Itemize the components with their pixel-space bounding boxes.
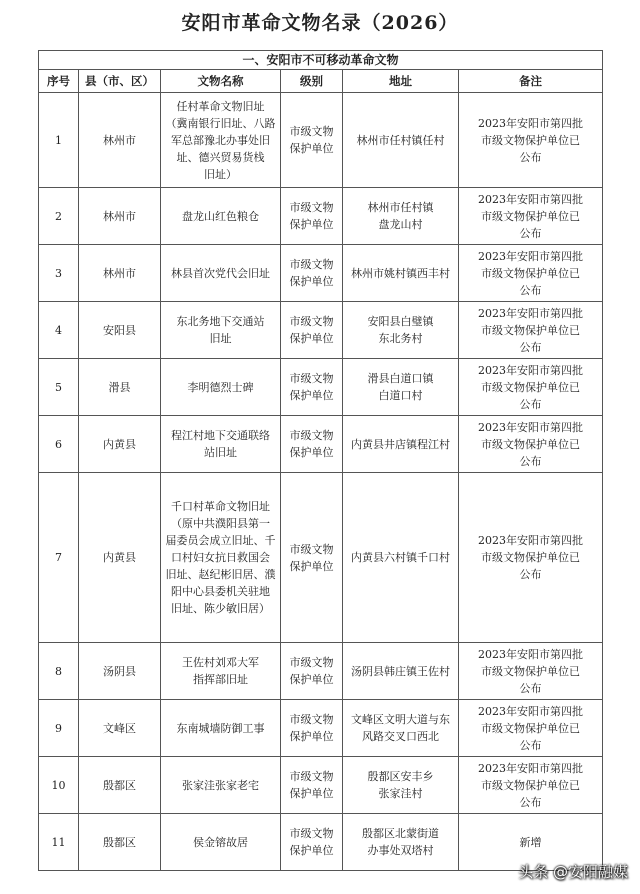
- cell-note: 2023年安阳市第四批 市级文物保护单位已 公布: [459, 700, 603, 757]
- cell-county: 殷都区: [79, 757, 161, 814]
- cell-level: 市级文物 保护单位: [281, 814, 343, 871]
- cell-level: 市级文物 保护单位: [281, 188, 343, 245]
- document-title: 安阳市革命文物名录（2026）: [181, 12, 459, 34]
- cell-no: 6: [39, 416, 79, 473]
- cell-name: 千口村革命文物旧址 （原中共濮阳县第一 届委员会成立旧址、千 口村妇女抗日救国会 旧址、赵纪彬旧居、濮 阳中心县委机关驻地 旧址、陈少敏旧居）: [161, 473, 281, 643]
- watermark: 头条 @安阳融媒: [518, 863, 628, 881]
- cell-county: 殷都区: [79, 814, 161, 871]
- cell-no: 10: [39, 757, 79, 814]
- cell-address: 林州市姚村镇西丰村: [343, 245, 459, 302]
- cell-level: 市级文物 保护单位: [281, 473, 343, 643]
- cell-county: 汤阴县: [79, 643, 161, 700]
- cell-note: 2023年安阳市第四批 市级文物保护单位已 公布: [459, 93, 603, 188]
- table-row: [39, 188, 603, 245]
- cell-no: 7: [39, 473, 79, 643]
- cell-address: 滑县白道口镇 白道口村: [343, 359, 459, 416]
- cell-address: 内黄县井店镇程江村: [343, 416, 459, 473]
- cell-note: 2023年安阳市第四批 市级文物保护单位已 公布: [459, 245, 603, 302]
- cell-level: 市级文物 保护单位: [281, 93, 343, 188]
- table-row: [39, 93, 603, 188]
- table-row: [39, 245, 603, 302]
- cell-county: 安阳县: [79, 302, 161, 359]
- header-county: 县（市、区）: [79, 70, 161, 93]
- header-row: [39, 70, 603, 93]
- table-row: [39, 700, 603, 757]
- cell-address: 林州市任村镇任村: [343, 93, 459, 188]
- cell-county: 林州市: [79, 188, 161, 245]
- cell-level: 市级文物 保护单位: [281, 302, 343, 359]
- cell-name: 任村革命文物旧址 （冀南银行旧址、八路 军总部豫北办事处旧 址、德兴贸易货栈 旧址）: [161, 93, 281, 188]
- header-note: 备注: [459, 70, 603, 93]
- cell-level: 市级文物 保护单位: [281, 416, 343, 473]
- cell-name: 张家洼张家老宅: [161, 757, 281, 814]
- cell-note: 2023年安阳市第四批 市级文物保护单位已 公布: [459, 188, 603, 245]
- cell-name: 盘龙山红色粮仓: [161, 188, 281, 245]
- cell-no: 9: [39, 700, 79, 757]
- header-name: 文物名称: [161, 70, 281, 93]
- cell-note: 2023年安阳市第四批 市级文物保护单位已 公布: [459, 473, 603, 643]
- cell-county: 内黄县: [79, 416, 161, 473]
- cell-level: 市级文物 保护单位: [281, 359, 343, 416]
- header-no: 序号: [39, 70, 79, 93]
- section-title: 一、安阳市不可移动革命文物: [39, 51, 603, 70]
- cell-note: 2023年安阳市第四批 市级文物保护单位已 公布: [459, 757, 603, 814]
- cell-address: 殷都区北蒙街道 办事处双塔村: [343, 814, 459, 871]
- cell-no: 11: [39, 814, 79, 871]
- cell-county: 林州市: [79, 245, 161, 302]
- cell-address: 汤阴县韩庄镇王佐村: [343, 643, 459, 700]
- cell-name: 侯金镕故居: [161, 814, 281, 871]
- cell-address: 内黄县六村镇千口村: [343, 473, 459, 643]
- section-row: [39, 51, 603, 70]
- cell-note: 新增: [459, 814, 603, 871]
- table-row: [39, 757, 603, 814]
- header-address: 地址: [343, 70, 459, 93]
- cell-no: 5: [39, 359, 79, 416]
- cell-name: 程江村地下交通联络 站旧址: [161, 416, 281, 473]
- cell-note: 2023年安阳市第四批 市级文物保护单位已 公布: [459, 359, 603, 416]
- cell-name: 东北务地下交通站 旧址: [161, 302, 281, 359]
- header-level: 级别: [281, 70, 343, 93]
- cell-address: 安阳县白璧镇 东北务村: [343, 302, 459, 359]
- cell-county: 林州市: [79, 93, 161, 188]
- table-row: [39, 643, 603, 700]
- cell-level: 市级文物 保护单位: [281, 757, 343, 814]
- cell-address: 殷都区安丰乡 张家洼村: [343, 757, 459, 814]
- cell-level: 市级文物 保护单位: [281, 700, 343, 757]
- cell-name: 李明德烈士碑: [161, 359, 281, 416]
- cell-note: 2023年安阳市第四批 市级文物保护单位已 公布: [459, 302, 603, 359]
- table-row: [39, 416, 603, 473]
- cell-county: 文峰区: [79, 700, 161, 757]
- cell-no: 1: [39, 93, 79, 188]
- cell-address: 文峰区文明大道与东 风路交叉口西北: [343, 700, 459, 757]
- cell-no: 3: [39, 245, 79, 302]
- cell-note: 2023年安阳市第四批 市级文物保护单位已 公布: [459, 643, 603, 700]
- cell-no: 4: [39, 302, 79, 359]
- table-row: [39, 473, 603, 643]
- cell-name: 王佐村刘邓大军 指挥部旧址: [161, 643, 281, 700]
- cell-name: 林县首次党代会旧址: [161, 245, 281, 302]
- cell-address: 林州市任村镇 盘龙山村: [343, 188, 459, 245]
- table-row: [39, 359, 603, 416]
- cell-county: 滑县: [79, 359, 161, 416]
- relics-table: [38, 50, 603, 871]
- cell-no: 8: [39, 643, 79, 700]
- cell-county: 内黄县: [79, 473, 161, 643]
- cell-level: 市级文物 保护单位: [281, 245, 343, 302]
- cell-level: 市级文物 保护单位: [281, 643, 343, 700]
- cell-note: 2023年安阳市第四批 市级文物保护单位已 公布: [459, 416, 603, 473]
- cell-no: 2: [39, 188, 79, 245]
- table-row: [39, 302, 603, 359]
- cell-name: 东南城墙防御工事: [161, 700, 281, 757]
